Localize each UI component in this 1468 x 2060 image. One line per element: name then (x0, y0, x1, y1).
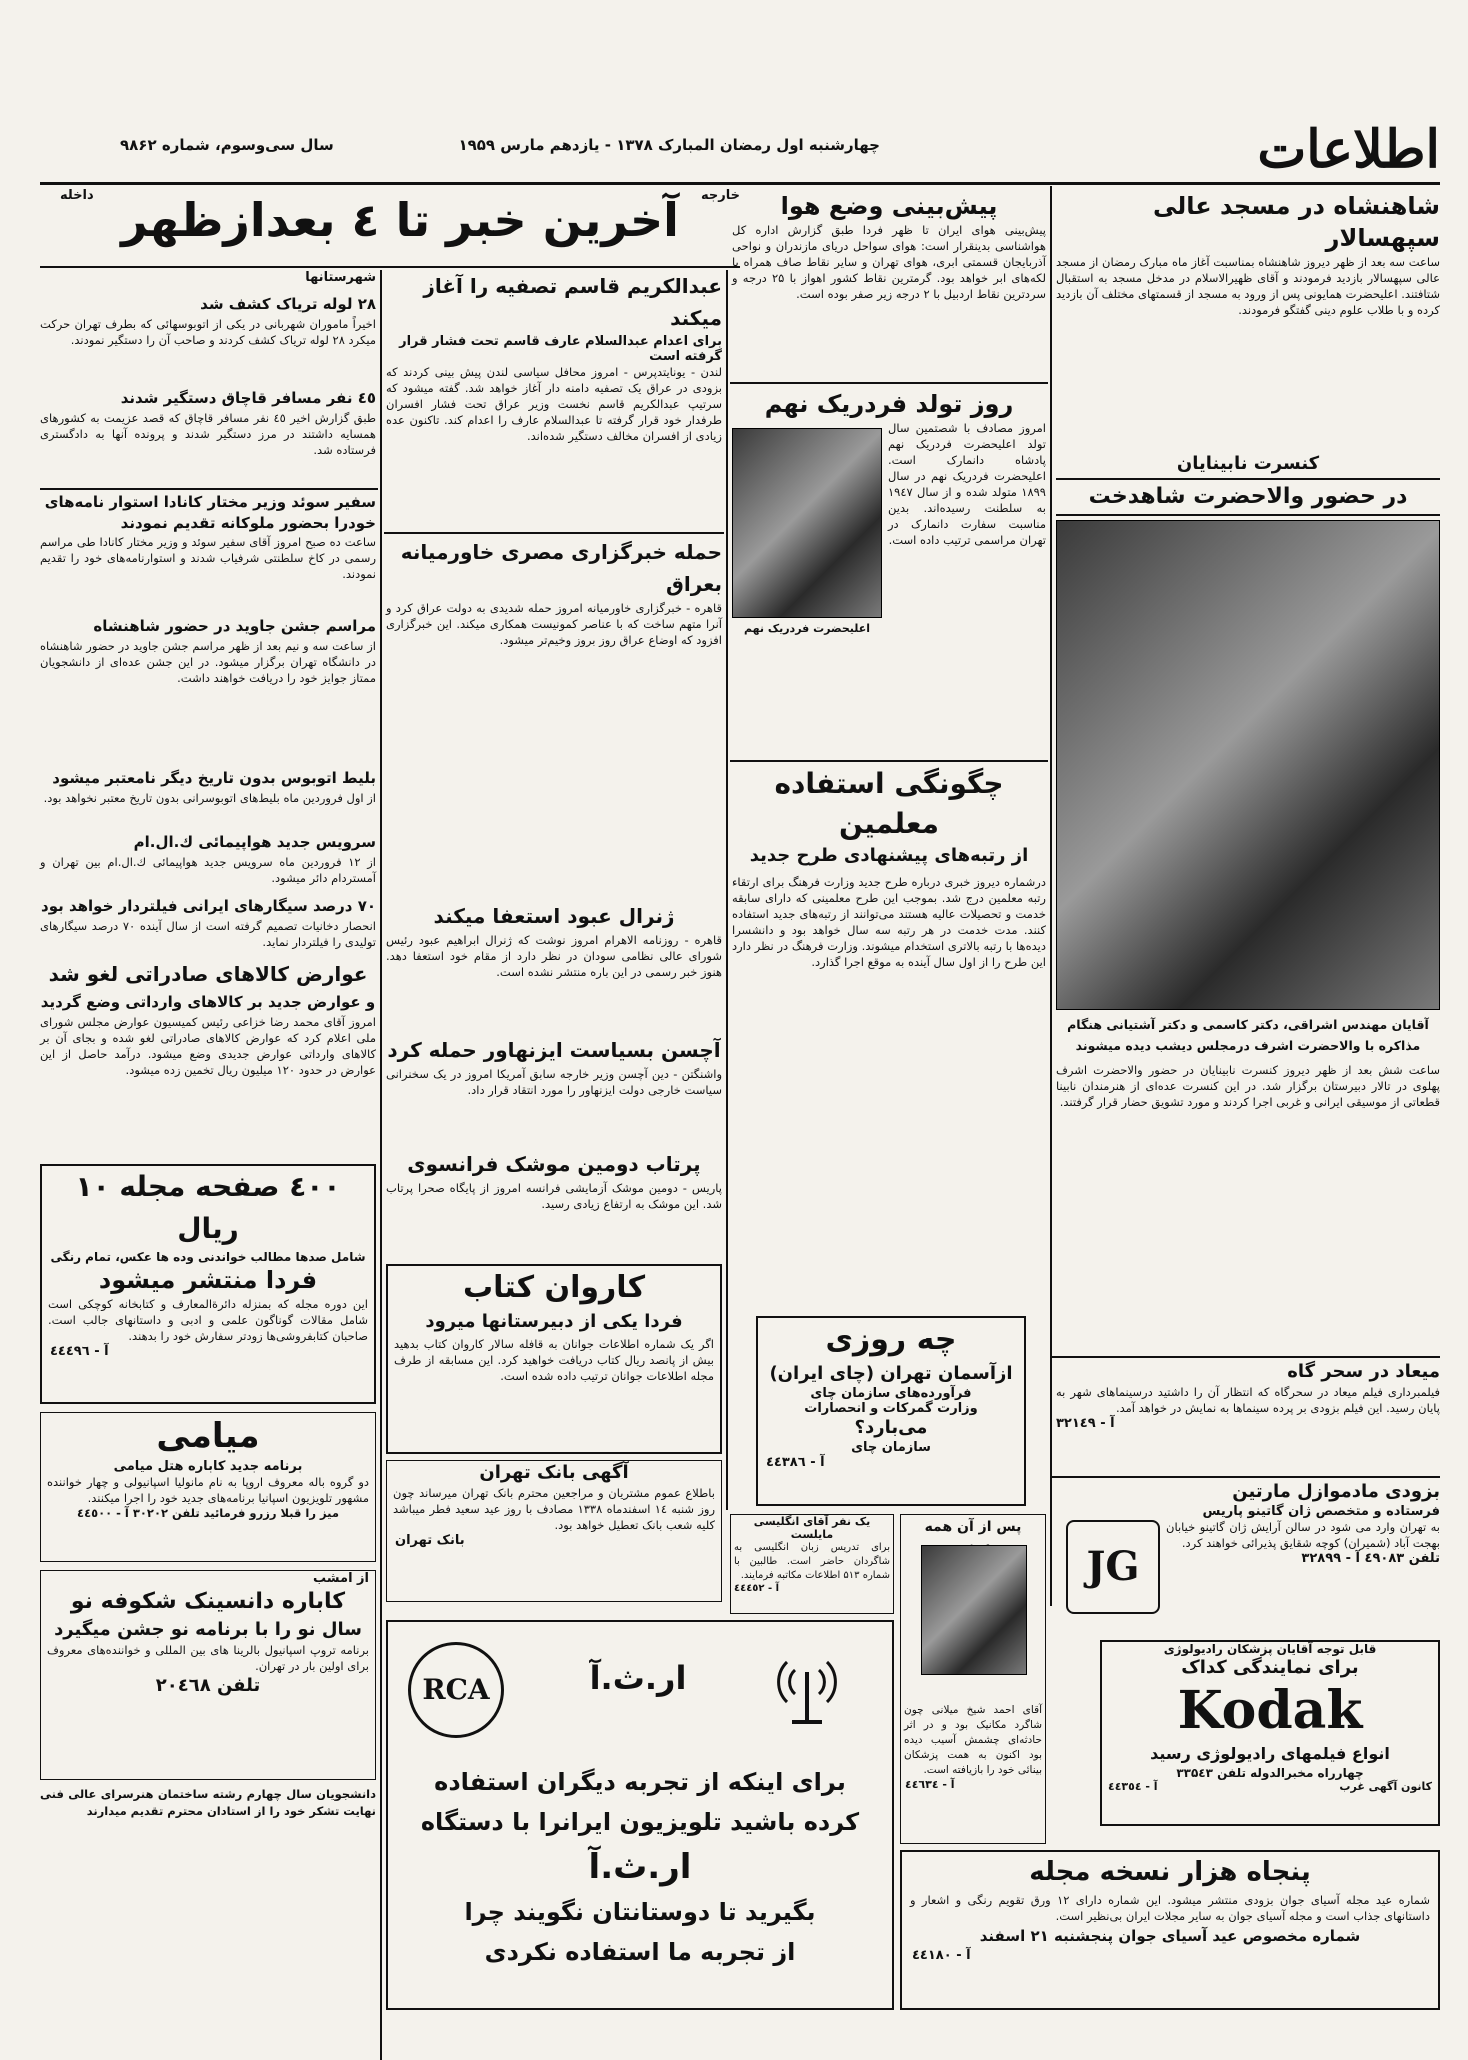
egypt-iraq-story (386, 536, 722, 896)
javid-story (40, 614, 376, 764)
rca-line: بگیرید تا دوستانتان نگویند چرا (464, 1898, 816, 1926)
smuggling-story (40, 386, 376, 486)
story-body: درشماره دیروز خبری درباره طرح جدید وزارت فرهنگ برای ارتقاء رتبه معلمین درج شد. بموجب این طرح معلمینی که دارای سابقه خدمت و تحصیلات عالیه هستند می‌توانند از رتبه‌های جدید استفاده کنند. مدت خدمت در هر رتبه سه سال خواهد بود و دانشسرا دیده‌ها با رتبه بالاتری استخدام میشوند. وزارت فرهنگ در نظر دارد این طرح را از اول سال آینده به موقع اجرا گذارد. (732, 875, 1046, 969)
headline: ژنرال عبود استعفا میکند (433, 904, 675, 928)
ad-phone: تلفن ۲۰٤٦۸ (155, 1675, 261, 1696)
ad-body: باطلاع عموم مشتریان و مراجعین محترم بانک تهران میرساند چون روز شنبه ۱٤ اسفندماه ۱۳۳۸ مصادف با روز عید سعید فطر میباشد کلیه شعب بانک تعطیل خواهد بود. (393, 1486, 715, 1532)
story-body: امروز آقای محمد رضا خزاعی رئیس کمیسیون عوارض مجلس شورای ملی اعلام کرد که عوارض کالاهای صادراتی لغو شده و بجای آن بر کالاهای وارداتی عوارض جدیدی وضع میشود. درآمد حاصل از این عوارض در حدود ۱۲۰ میلیون ریال تخمین زده میشود. (40, 1015, 376, 1077)
students-notice (40, 1786, 376, 1866)
magazine-ad (40, 1164, 376, 1404)
foreign-tag: خارجه (701, 188, 740, 203)
ad-line: ازآسمان تهران (چای ایران) (769, 1363, 1013, 1384)
story-body: ساعت سه بعد از ظهر دیروز شاهنشاه بمناسبت آغاز ماه مبارک رمضان از مسجد عالی سپهسالار بازدید فرمودند و آقای ظهیرالاسلام در مدخل مسجد به استقبال شتافتند. اعلیحضرت همایونی پس از ورود به مسجد از قسمتهای مختلف آن بازدید کرده و با طلاب علوم دینی گفتگو فرمودند. (1056, 255, 1440, 317)
tea-ad (756, 1316, 1026, 1506)
headline: مراسم جشن جاوید در حضور شاهنشاه (93, 617, 376, 635)
ad-title: آگهی بانک تهران (479, 1462, 629, 1483)
headline: روز تولد فردریک نهم (764, 390, 1014, 418)
qasem-story (386, 270, 722, 530)
ad-title: پنجاه هزار نسخه مجله (1029, 1857, 1311, 1887)
rca-line: کرده باشید تلویزیون ایرانرا با دستگاه (420, 1808, 860, 1836)
shokufeh-ad (40, 1570, 376, 1780)
headline: ۲۸ لوله تریاک کشف شد (200, 295, 376, 313)
newspaper-page (40, 120, 1440, 2020)
ad-address: چهارراه مخبرالدوله تلفن ۳۳۵٤۳ (1176, 1766, 1364, 1780)
headline: سرویس جدید هواپیمائی ك.ال.ام (133, 833, 376, 851)
ad-body: آقای احمد شیخ میلانی چون شاگرد مکانیک بود و در اثر حادثه‌ای چشمش آسیب دیده بود اکنون به همت پزشکان بینائی خود را بازیافته است. (904, 1704, 1042, 1776)
masthead-rule (40, 182, 1440, 185)
headline: حمله خبرگزاری مصری خاورمیانه بعراق (400, 540, 722, 596)
ad-subtitle: فرستاده و متخصص ژان گاتینو پاریس (1202, 1504, 1440, 1519)
kodak-ad (1100, 1640, 1440, 1826)
ad-line: انواع فیلمهای رادیولوژی رسید (1150, 1744, 1390, 1763)
ad-code: آ - ٤٤٣٥٤ (1108, 1780, 1158, 1793)
story-body: امروز مصادف با شصتمین سال تولد اعلیحضرت فردریک نهم پادشاه دانمارک است. اعلیحضرت فردریک نهم در سال ۱۸۹۹ متولد شده و از سال ۱۹٤۷ به سلطنت رسیده‌اند. بدین مناسبت سفارت دانمارک در تهران مراسمی ترتیب داده است. (888, 421, 1046, 547)
frederik-story (732, 388, 1046, 758)
story-body: واشنگتن - دین آچسن وزیر خارجه سابق آمریکا امروز در یک سخنرانی سیاست خارجی دولت ایزنهاور را مورد انتقاد قرار داد. (386, 1067, 722, 1097)
story-body: لندن - یونایتدپرس - امروز محافل سیاسی لندن پیش بینی کردند که بزودی در عراق یک تصفیه دامنه دار آغاز خواهد شد. گفته میشود که سرتیپ عبدالکریم قاسم نخست وزیر عراق تحت فشار افسران طرفدار خود قرار گرفته تا عبدالسلام عارف را اعدام کند. تاکنون عده زیادی از افسران مخالف دستگیر شده‌اند. (386, 365, 722, 443)
headline: آچسن بسیاست ایزنهاور حمله کرد (387, 1038, 721, 1062)
subheadline: برای اعدام عبدالسلام عارف قاسم تحت فشار قرار گرفته است (399, 334, 722, 364)
ad-body: شماره عید مجله آسیای جوان بزودی منتشر میشود. این شماره دارای ۱۲ ورق تقویم رنگی و اشعار و داستانهای جذاب است و مجله آسیای جوان به سایر مجلات ایران بی‌نظیر است. (910, 1893, 1430, 1923)
ad-pre: قابل توجه آقایان پزشکان رادیولوژی (1163, 1642, 1377, 1656)
headline: شاهنشاه در مسجد عالی سپهسالار (1153, 192, 1440, 252)
story-body: انحصار دخانیات تصمیم گرفته است از سال آینده ۷۰ درصد سیگارهای تولیدی را فیلتردار نماید. (40, 919, 376, 949)
concert-tag: کنسرت نابینایان (1176, 453, 1320, 474)
cigarette-story (40, 894, 376, 956)
rca-line: از تجربه ما استفاده نکردی (484, 1938, 796, 1966)
ad-body: برای تدریس زبان انگلیسی به شاگردان حاضر است. طالبین با شماره ۵۱۳ اطلاعات مکاتبه فرمایند. (734, 1542, 890, 1581)
ad-subtitle: سال نو را با برنامه نو جشن میگیرد (54, 1619, 362, 1640)
ad-tag: از امشب (313, 1571, 369, 1586)
ad-code: آ - ٤٤٣٨٦ (766, 1455, 825, 1470)
ad-phone: تلفن ٤٩٠٨٣ آ - ٣٢٨٩٩ (1301, 1551, 1440, 1566)
ad-body: فیلمبرداری فیلم میعاد در سحرگاه که انتظار آن را داشتید درسینماهای شهر به پایان رسید. این فیلم بزودی بر پرده سینماها به نمایش در خواهد آمد. (1056, 1385, 1440, 1415)
concert-photo (1056, 520, 1440, 1010)
col-divider (726, 270, 728, 1510)
ad-title: ٤٠٠ صفحه مجله ١٠ ریال (75, 1170, 341, 1245)
rca-logo: RCA (408, 1642, 504, 1738)
ad-agent: برای نمایندگی کداک (1181, 1657, 1359, 1678)
frederik-photo (732, 428, 882, 618)
opium-story (40, 292, 376, 384)
headline: بلیط اتوبوس بدون تاریخ دیگر نامعتبر میشود (52, 769, 376, 787)
jg-logo: JG (1066, 1520, 1160, 1614)
ad-head: فردا منتشر میشود (98, 1266, 318, 1294)
ad-subtitle: فردا یکی از دبیرستانها میرود (425, 1311, 683, 1332)
rca-line: برای اینکه از تجربه دیگران استفاده (434, 1768, 846, 1796)
ad-body: برنامه تروپ اسپانیول بالرینا های بین المللی و خواننده‌های معروف برای اولین بار در تهران. (47, 1643, 369, 1673)
ad-code: آ - ٤٤٤٩٦ (50, 1344, 109, 1359)
kodak-logo: Kodak (1177, 1680, 1363, 1741)
antenna-icon (762, 1652, 852, 1742)
darkness-ad (900, 1514, 1046, 1844)
headline: عبدالکریم قاسم تصفیه را آغاز میکند (423, 274, 722, 330)
ad-line: وزارت گمرکات و انحصارات (804, 1401, 978, 1416)
headline: عوارض کالاهای صادراتی لغو شد (48, 962, 368, 986)
issue-number: سال سی‌وسوم، شماره ۹۸۶۲ (120, 136, 334, 154)
col-divider (380, 270, 382, 2060)
miami-ad (40, 1412, 376, 1562)
story-body: از ۱۲ فروردین ماه سرویس جدید هواپیمائی ك.ال.ام بین تهران و آمستردام دائر میشود. (40, 855, 377, 885)
ad-code: آ - ٤٤٦٣٤ (905, 1778, 955, 1791)
tariff-story (40, 958, 376, 1158)
ad-subtitle: برنامه جدید کاباره هتل میامی (113, 1459, 303, 1474)
ad-body: دو گروه باله معروف اروپا به نام مانولیا اسپانیولی و چهار خواننده مشهور تلویزیون اسپانیا برنامه‌های جدید خود را اجرا میکنند. (47, 1475, 369, 1505)
headline: چگونگی استفاده معلمین (774, 767, 1004, 840)
story-body: از اول فروردین ماه بلیط‌های اتوبوسرانی بدون تاریخ معتبر نخواهد بود. (43, 791, 376, 805)
photo-caption: اعلیحضرت فردریک نهم (743, 622, 871, 635)
bank-ad (386, 1460, 722, 1602)
concert-story (1056, 1062, 1440, 1352)
ad-body: اگر یک شماره اطلاعات جوانان به قافله سالار کاروان کتاب بدهید بیش از پانصد ریال کتاب دریافت خواهید کرد. این مسابقه از طرف مجله اطلاعات جوانان ترتیب داده شده است. (394, 1337, 714, 1383)
masthead-title: اطلاعات (1257, 119, 1440, 180)
ad-title: کاباره دانسینک شکوفه نو (70, 1589, 346, 1614)
story-body: طبق گزارش اخیر ٤٥ نفر مسافر قاچاق که قصد عزیمت به کشورهای همسایه داشتند در مرز دستگیر شدند و پرونده آنها به دادگستری فرستاده شد. (40, 411, 376, 457)
ambassadors-story (40, 492, 376, 612)
ad-subtitle: شامل صدها مطالب خواندنی وده ها عکس، تمام رنگی (50, 1250, 366, 1264)
weather-story (732, 190, 1046, 380)
story-body: از ساعت سه و نیم بعد از ظهر مراسم جشن جاوید در حضور شاهنشاه در دانشگاه تهران برگزار میشود. در این جشن عده‌ای از دانشجویان ممتاز جوایز خود را دریافت خواهند داشت. (40, 639, 376, 685)
ad-title: چه روزی (825, 1322, 957, 1357)
ad-title: بزودی مادموازل مارتین (1232, 1481, 1440, 1502)
rca-ad (386, 1620, 894, 2010)
story-body: پیش‌بینی هوای ایران تا ظهر فردا طبق گزارش اداره کل هواشناسی بدینقرار است: هوای سواحل دریای مازندران و نواحی آذربایجان قسمتی ابری، هوای تهران و سایر نقاط صاف همراه با لکه‌های ابر خواهد بود. گرمترین نقاط کشور اهواز با ۲۵ درجه و سردترین نقاط اردبیل با ۲ درجه زیر صفر بوده است. (732, 223, 1046, 301)
missile-story (386, 1148, 722, 1258)
asia-javan-ad (900, 1850, 1440, 2010)
ad-body: به تهران وارد می شود در سالن آرایش ژان گاتینو خیابان بهجت آباد (شمیران) کوچه شقایق پذیرائی خواهند کرد. (1166, 1520, 1440, 1550)
photo-caption: آقایان مهندس اشراقی، دکتر کاسمی و دکتر آشتیانی هنگام مذاکره با والاحضرت اشرف درمجلس دیشب دیده میشوند (1067, 1017, 1429, 1053)
acheson-story (386, 1034, 722, 1144)
ad-line: می‌بارد؟ (854, 1417, 928, 1438)
col-divider (1050, 186, 1052, 1606)
headline: ٤٥ نفر مسافر قاچاق دستگیر شدند (120, 389, 376, 407)
headline: ۷۰ درصد سیگارهای ایرانی فیلتردار خواهد بود (41, 897, 376, 915)
domestic-tag: داخله (60, 188, 94, 203)
ad-title: کاروان کتاب (462, 1270, 646, 1305)
ad-foot: کانون آگهی غرب (1339, 1780, 1432, 1793)
ad-title: میامی (156, 1416, 260, 1456)
ad-title: یک نفر آقای انگلیسی مایلست (753, 1515, 871, 1541)
headline: سفیر سوئد وزیر مختار کانادا استوار نامه‌های خودرا بحضور ملوکانه تقدیم نمودند (44, 493, 376, 532)
ad-foot: شماره مخصوص عید آسیای جوان پنجشنبه ۲۱ اسفند (979, 1927, 1361, 1945)
english-ad (730, 1514, 894, 1614)
teachers-story (732, 764, 1046, 1304)
karavan-ad (386, 1264, 722, 1454)
ad-code: آ - ۳۲۱٤۹ (1056, 1416, 1115, 1431)
martin-ad (1056, 1480, 1440, 1630)
ad-body: این دوره مجله که بمنزله دائرةالمعارف و کتابخانه کوچکی است شامل مقالات گوناگون علمی و ادبی و داستانهای جالب است. صاحبان کتابفروشی‌ها زودتر سفارش خود را بدهند. (48, 1297, 368, 1343)
banner-headline: آخرین خبر تا ٤ بعدازظهر (121, 193, 679, 247)
ad-line: فرآورده‌های سازمان چای (810, 1386, 972, 1401)
headline: پرتاب دومین موشک فرانسوی (407, 1152, 701, 1176)
story-body: قاهره - روزنامه الاهرام امروز نوشت که ژنرال ابراهیم عبود رئیس شورای عالی نظامی سودان در نظر دارد از مقام خود استعفا دهد. هنوز خبر رسمی در این باره منتشر نشده است. (386, 933, 722, 979)
headline: پیش‌بینی وضع هوا (780, 192, 998, 220)
notice-body: دانشجویان سال چهارم رشته ساختمان هنرسرای عالی فنی نهایت تشکر خود را از استادان محترم تقدیم میدارند (40, 1787, 376, 1818)
ad-title: پس از آن همه (924, 1519, 1022, 1535)
ad-org: سازمان چای (851, 1440, 931, 1455)
rca-brand-2: ار.ث.آ (588, 1847, 692, 1887)
ad-code: آ - ٤٤٤٥٢ (734, 1583, 780, 1594)
miad-ad (1056, 1360, 1440, 1472)
ad-sign: بانک تهران (395, 1533, 465, 1548)
subheadline: و عوارض جدید بر کالاهای وارداتی وضع گردید (40, 993, 376, 1011)
ad-code: آ - ٤٤١٨٠ (912, 1948, 971, 1963)
bus-ticket-story (40, 766, 376, 828)
shah-mosque-story (1056, 190, 1440, 450)
story-body: ساعت شش بعد از ظهر دیروز کنسرت نابینایان در حضور والاحضرت اشرف پهلوی در تالار دبیرستان برگزار شد. در این کنسرت عده‌ای از هنرمندان نابینا قطعاتی از موسیقی ایرانی و غربی اجرا کردند و مورد تشویق حضار قرار گرفتند. (1056, 1063, 1440, 1109)
ashraf-headline: در حضور والاحضرت شاهدخت (1088, 484, 1408, 509)
story-body: قاهره - خبرگزاری خاورمیانه امروز حمله شدیدی به دولت عراق کرد و آنرا متهم ساخت که با عناصر کمونیست همکاری میکند. این خبرگزاری افزود که اوضاع عراق روز بروز وخیم‌تر میشود. (386, 601, 722, 647)
date-line: چهارشنبه اول رمضان المبارک ۱۳۷۸ - یازدهم مارس ۱۹۵۹ (458, 136, 880, 154)
portrait-photo (921, 1545, 1027, 1675)
klm-story (40, 830, 376, 892)
story-body: ساعت ده صبح امروز آقای سفیر سوئد و وزیر مختار کانادا طی مراسم رسمی در کاخ سلطنتی شرفیاب شدند و استوارنامه‌های خود را تقدیم نمودند. (40, 535, 376, 581)
rca-brand: ار.ث.آ (589, 1659, 687, 1697)
story-body: پاریس - دومین موشک آزمایشی فرانسه امروز از پایگاه صحرا پرتاب شد. این موشک به ارتفاع زیادی رسید. (386, 1181, 722, 1211)
ad-title: میعاد در سحر گاه (1287, 1361, 1440, 1382)
abboud-story (386, 900, 722, 1030)
story-body: اخیراً ماموران شهربانی در یکی از اتوبوسهائی که بطرف تهران حرکت میکرد ۲۸ لوله تریاک کشف کردند و صاحب آن را دستگیر نمودند. (40, 317, 376, 347)
ad-phone: میز را قبلا رزرو فرمائید تلفن ۳۰۲۰۲ آ - ٤٤٥٠٠ (77, 1506, 339, 1520)
subheadline: از رتبه‌های پیشنهادی طرح جدید (749, 845, 1029, 866)
provinces-tag: شهرستانها (305, 270, 376, 285)
